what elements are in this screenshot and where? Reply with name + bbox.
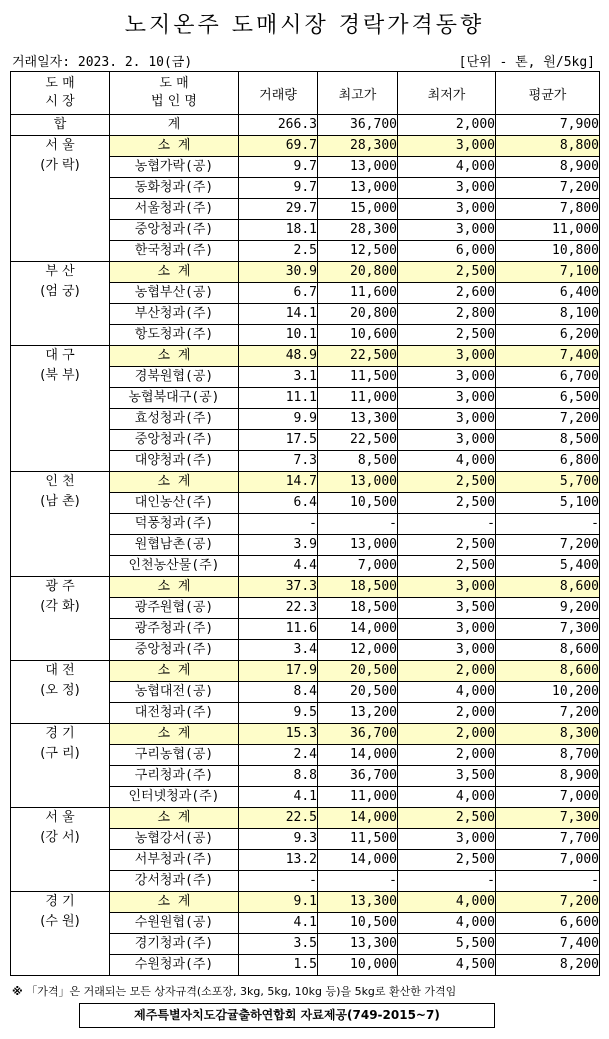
corp-name: 소 계 <box>110 346 239 367</box>
subtotal-row <box>11 136 600 157</box>
max-price-cell: 10,600 <box>318 325 398 346</box>
max-price-cell: 28,300 <box>318 220 398 241</box>
min-price-cell: 3,000 <box>398 388 496 409</box>
max-price-cell: 13,000 <box>318 157 398 178</box>
min-price-cell: 2,500 <box>398 262 496 283</box>
max-price-cell: 20,800 <box>318 304 398 325</box>
avg-price-cell: 8,600 <box>496 661 600 682</box>
subtotal-row <box>11 262 600 283</box>
avg-price-cell: 9,200 <box>496 598 600 619</box>
subtotal-row <box>11 724 600 745</box>
min-price-cell: 3,000 <box>398 577 496 598</box>
max-price-cell: - <box>318 514 398 535</box>
corp-name: 구리농협(공) <box>110 745 239 766</box>
region-market: (북 부) <box>40 368 80 383</box>
min-price-cell: 2,800 <box>398 304 496 325</box>
volume-cell: 11.6 <box>239 619 318 640</box>
avg-price-cell: 6,200 <box>496 325 600 346</box>
region-cell <box>11 808 110 892</box>
volume-cell: 4.4 <box>239 556 318 577</box>
region-name: 인 천 <box>45 474 75 489</box>
corp-name: 농협대전(공) <box>110 682 239 703</box>
volume-cell: 3.5 <box>239 934 318 955</box>
max-price-cell: 36,700 <box>318 724 398 745</box>
min-price-cell: 2,000 <box>398 661 496 682</box>
region-name: 경 기 <box>45 726 75 741</box>
max-price-cell: 18,500 <box>318 598 398 619</box>
region-cell <box>11 472 110 577</box>
max-price-cell: 8,500 <box>318 451 398 472</box>
avg-price-cell: 7,200 <box>496 535 600 556</box>
volume-cell: 4.1 <box>239 787 318 808</box>
footnote <box>12 983 456 999</box>
avg-price-cell: 10,200 <box>496 682 600 703</box>
corp-name: 소 계 <box>110 661 239 682</box>
min-price-cell: - <box>398 514 496 535</box>
volume-cell: 2.4 <box>239 745 318 766</box>
max-price-cell: 13,300 <box>318 892 398 913</box>
corp-name: 경북원협(공) <box>110 367 239 388</box>
header-min: 최저가 <box>398 72 496 115</box>
avg-price-cell: 7,800 <box>496 199 600 220</box>
max-price-cell: 22,500 <box>318 346 398 367</box>
avg-price-cell: - <box>496 514 600 535</box>
volume-cell: - <box>239 514 318 535</box>
min-price-cell: 4,000 <box>398 787 496 808</box>
max-price-cell: 14,000 <box>318 850 398 871</box>
corp-name: 부산청과(주) <box>110 304 239 325</box>
volume-cell: 22.5 <box>239 808 318 829</box>
min-price-cell: 4,500 <box>398 955 496 976</box>
corp-name: 중앙청과(주) <box>110 640 239 661</box>
avg-price-cell: 8,700 <box>496 745 600 766</box>
min-price-cell: 3,000 <box>398 829 496 850</box>
min-price-cell: 2,600 <box>398 283 496 304</box>
header-row <box>11 72 600 115</box>
volume-cell: 4.1 <box>239 913 318 934</box>
region-market: (엄 궁) <box>40 284 80 299</box>
corp-name: 인천농산물(주) <box>110 556 239 577</box>
avg-price-cell: 7,100 <box>496 262 600 283</box>
min-price-cell: 2,500 <box>398 556 496 577</box>
corp-name: 소 계 <box>110 724 239 745</box>
region-market: (구 리) <box>40 746 80 761</box>
avg-price-cell: 6,700 <box>496 367 600 388</box>
max-price-cell: 13,000 <box>318 535 398 556</box>
volume-cell: 9.5 <box>239 703 318 724</box>
avg-price-cell: 5,700 <box>496 472 600 493</box>
min-price-cell: 2,500 <box>398 808 496 829</box>
region-name: 부 산 <box>45 264 75 279</box>
max-price-cell: 20,500 <box>318 661 398 682</box>
region-name: 경 기 <box>45 894 75 909</box>
volume-cell: 17.5 <box>239 430 318 451</box>
min-price-cell: 3,000 <box>398 199 496 220</box>
avg-price-cell: 7,000 <box>496 850 600 871</box>
volume-cell: 17.9 <box>239 661 318 682</box>
corp-name: 서울청과(주) <box>110 199 239 220</box>
avg-price-cell: 7,200 <box>496 178 600 199</box>
corp-name: 소 계 <box>110 262 239 283</box>
volume-cell: 14.1 <box>239 304 318 325</box>
avg-price-cell: 7,000 <box>496 787 600 808</box>
volume-cell: 69.7 <box>239 136 318 157</box>
min-price-cell: 3,500 <box>398 766 496 787</box>
corp-name: 대인농산(주) <box>110 493 239 514</box>
min-price-cell: 3,000 <box>398 220 496 241</box>
max-price-cell: 14,000 <box>318 808 398 829</box>
max-price-cell: 12,000 <box>318 640 398 661</box>
avg-price-cell: 8,500 <box>496 430 600 451</box>
corp-name: 광주원협(공) <box>110 598 239 619</box>
volume-cell: 22.3 <box>239 598 318 619</box>
max-price-cell: 10,500 <box>318 493 398 514</box>
subtotal-row <box>11 346 600 367</box>
max-price-cell: 13,200 <box>318 703 398 724</box>
corp-name: 서부청과(주) <box>110 850 239 871</box>
region-name: 대 전 <box>45 663 75 678</box>
min-price-cell: 2,000 <box>398 745 496 766</box>
region-name: 광 주 <box>45 579 75 594</box>
avg-price-cell: 5,400 <box>496 556 600 577</box>
min-price-cell: 2,500 <box>398 493 496 514</box>
corp-name: 소 계 <box>110 136 239 157</box>
volume-cell: 1.5 <box>239 955 318 976</box>
avg-price-cell: 6,800 <box>496 451 600 472</box>
min-price-cell: 6,000 <box>398 241 496 262</box>
corp-name: 농협부산(공) <box>110 283 239 304</box>
volume-cell: 14.7 <box>239 472 318 493</box>
avg-price-cell: 8,200 <box>496 955 600 976</box>
volume-cell: 3.1 <box>239 367 318 388</box>
min-price-cell: 3,000 <box>398 178 496 199</box>
region-market: (강 서) <box>40 830 80 845</box>
min-price-cell: 3,500 <box>398 598 496 619</box>
volume-cell: 9.7 <box>239 157 318 178</box>
corp-name: 항도청과(주) <box>110 325 239 346</box>
unit-label: [단위 - 톤, 원/5kg] <box>458 55 595 70</box>
max-price-cell: 20,800 <box>318 262 398 283</box>
max-price-cell: 13,000 <box>318 178 398 199</box>
avg-price-cell: 7,400 <box>496 346 600 367</box>
total-label-2: 계 <box>110 115 239 136</box>
corp-name: 수원청과(주) <box>110 955 239 976</box>
volume-cell: 18.1 <box>239 220 318 241</box>
volume-cell: 3.4 <box>239 640 318 661</box>
corp-name: 중앙청과(주) <box>110 430 239 451</box>
corp-name: 구리청과(주) <box>110 766 239 787</box>
region-market: (가 락) <box>40 158 80 173</box>
avg-price-cell: 5,100 <box>496 493 600 514</box>
volume-cell: 6.4 <box>239 493 318 514</box>
note-mark: ※ <box>12 985 23 998</box>
avg-price-cell: 6,500 <box>496 388 600 409</box>
corp-name: 소 계 <box>110 808 239 829</box>
max-price-cell: 28,300 <box>318 136 398 157</box>
source-box: 제주특별자치도감귤출하연합회 자료제공(749-2015~7) <box>79 1003 495 1028</box>
avg-price-cell: 10,800 <box>496 241 600 262</box>
max-price-cell: - <box>318 871 398 892</box>
corp-name: 농협강서(공) <box>110 829 239 850</box>
max-price-cell: 11,500 <box>318 367 398 388</box>
page-title: 노지온주 도매시장 경락가격동향 <box>124 13 485 38</box>
subtotal-row <box>11 892 600 913</box>
max-price-cell: 7,000 <box>318 556 398 577</box>
max-price-cell: 11,600 <box>318 283 398 304</box>
min-price-cell: 2,500 <box>398 535 496 556</box>
avg-price-cell: 7,300 <box>496 808 600 829</box>
min-price-cell: 3,000 <box>398 136 496 157</box>
region-cell <box>11 892 110 976</box>
volume-cell: 8.8 <box>239 766 318 787</box>
min-price-cell: - <box>398 871 496 892</box>
corp-name: 원협남촌(공) <box>110 535 239 556</box>
volume-cell: 9.9 <box>239 409 318 430</box>
subtotal-row <box>11 577 600 598</box>
volume-cell: 3.9 <box>239 535 318 556</box>
header-volume: 거래량 <box>239 72 318 115</box>
total-min: 2,000 <box>398 115 496 136</box>
max-price-cell: 11,000 <box>318 787 398 808</box>
avg-price-cell: 6,600 <box>496 913 600 934</box>
corp-name: 인터넷청과(주) <box>110 787 239 808</box>
min-price-cell: 3,000 <box>398 346 496 367</box>
grand-total-row <box>11 115 600 136</box>
max-price-cell: 14,000 <box>318 619 398 640</box>
max-price-cell: 36,700 <box>318 766 398 787</box>
volume-cell: 9.7 <box>239 178 318 199</box>
min-price-cell: 2,000 <box>398 703 496 724</box>
volume-cell: 8.4 <box>239 682 318 703</box>
avg-price-cell: 8,900 <box>496 157 600 178</box>
subtotal-row <box>11 472 600 493</box>
corp-name: 수원원협(공) <box>110 913 239 934</box>
volume-cell: 29.7 <box>239 199 318 220</box>
max-price-cell: 11,000 <box>318 388 398 409</box>
price-table <box>10 71 600 976</box>
region-cell <box>11 577 110 661</box>
corp-name: 농협가락(공) <box>110 157 239 178</box>
volume-cell: 9.1 <box>239 892 318 913</box>
corp-name: 덕풍청과(주) <box>110 514 239 535</box>
volume-cell: 15.3 <box>239 724 318 745</box>
total-avg: 7,900 <box>496 115 600 136</box>
corp-name: 농협북대구(공) <box>110 388 239 409</box>
max-price-cell: 13,300 <box>318 934 398 955</box>
corp-name: 대양청과(주) <box>110 451 239 472</box>
avg-price-cell: 8,600 <box>496 640 600 661</box>
avg-price-cell: 8,300 <box>496 724 600 745</box>
max-price-cell: 10,500 <box>318 913 398 934</box>
max-price-cell: 15,000 <box>318 199 398 220</box>
region-name: 대 구 <box>45 348 75 363</box>
max-price-cell: 13,000 <box>318 472 398 493</box>
subtotal-row <box>11 661 600 682</box>
min-price-cell: 4,000 <box>398 157 496 178</box>
region-name: 서 울 <box>45 810 75 825</box>
corp-name: 대전청과(주) <box>110 703 239 724</box>
avg-price-cell: 7,200 <box>496 409 600 430</box>
max-price-cell: 10,000 <box>318 955 398 976</box>
min-price-cell: 4,000 <box>398 892 496 913</box>
avg-price-cell: 8,900 <box>496 766 600 787</box>
corp-name: 광주청과(주) <box>110 619 239 640</box>
volume-cell: 13.2 <box>239 850 318 871</box>
min-price-cell: 3,000 <box>398 409 496 430</box>
region-cell <box>11 724 110 808</box>
max-price-cell: 22,500 <box>318 430 398 451</box>
volume-cell: 2.5 <box>239 241 318 262</box>
volume-cell: 9.3 <box>239 829 318 850</box>
max-price-cell: 14,000 <box>318 745 398 766</box>
region-market: (각 화) <box>40 599 80 614</box>
max-price-cell: 13,300 <box>318 409 398 430</box>
avg-price-cell: 7,400 <box>496 934 600 955</box>
max-price-cell: 20,500 <box>318 682 398 703</box>
min-price-cell: 3,000 <box>398 640 496 661</box>
region-cell <box>11 346 110 472</box>
min-price-cell: 2,500 <box>398 325 496 346</box>
min-price-cell: 2,500 <box>398 850 496 871</box>
region-market: (수 원) <box>40 914 80 929</box>
volume-cell: 6.7 <box>239 283 318 304</box>
header-max: 최고가 <box>318 72 398 115</box>
avg-price-cell: 6,400 <box>496 283 600 304</box>
region-name: 서 울 <box>45 138 75 153</box>
min-price-cell: 4,000 <box>398 913 496 934</box>
avg-price-cell: 7,200 <box>496 892 600 913</box>
volume-cell: 37.3 <box>239 577 318 598</box>
min-price-cell: 4,000 <box>398 682 496 703</box>
min-price-cell: 2,000 <box>398 724 496 745</box>
subtotal-row <box>11 808 600 829</box>
corp-name: 소 계 <box>110 892 239 913</box>
avg-price-cell: - <box>496 871 600 892</box>
region-cell <box>11 661 110 724</box>
min-price-cell: 2,500 <box>398 472 496 493</box>
volume-cell: 10.1 <box>239 325 318 346</box>
min-price-cell: 4,000 <box>398 451 496 472</box>
corp-name: 경기청과(주) <box>110 934 239 955</box>
total-volume: 266.3 <box>239 115 318 136</box>
min-price-cell: 5,500 <box>398 934 496 955</box>
region-cell <box>11 136 110 262</box>
region-cell <box>11 262 110 346</box>
volume-cell: 48.9 <box>239 346 318 367</box>
corp-name: 소 계 <box>110 577 239 598</box>
note-text: 「가격」은 거래되는 모든 상자규격(소포장, 3kg, 5kg, 10kg 등)을 5kg로 환산한 가격임 <box>26 985 457 998</box>
volume-cell: 7.3 <box>239 451 318 472</box>
min-price-cell: 3,000 <box>398 367 496 388</box>
avg-price-cell: 7,700 <box>496 829 600 850</box>
corp-name: 소 계 <box>110 472 239 493</box>
corp-name: 강서청과(주) <box>110 871 239 892</box>
volume-cell: 30.9 <box>239 262 318 283</box>
total-max: 36,700 <box>318 115 398 136</box>
corp-name: 한국청과(주) <box>110 241 239 262</box>
avg-price-cell: 8,100 <box>496 304 600 325</box>
min-price-cell: 3,000 <box>398 430 496 451</box>
max-price-cell: 12,500 <box>318 241 398 262</box>
volume-cell: 11.1 <box>239 388 318 409</box>
corp-name: 중앙청과(주) <box>110 220 239 241</box>
avg-price-cell: 8,800 <box>496 136 600 157</box>
region-market: (오 정) <box>40 683 80 698</box>
region-market: (남 촌) <box>40 494 80 509</box>
trade-date: 거래일자: 2023. 2. 10(금) <box>12 55 193 70</box>
avg-price-cell: 11,000 <box>496 220 600 241</box>
avg-price-cell: 7,300 <box>496 619 600 640</box>
avg-price-cell: 7,200 <box>496 703 600 724</box>
volume-cell: - <box>239 871 318 892</box>
max-price-cell: 11,500 <box>318 829 398 850</box>
header-corp: 도 매 법 인 명 <box>110 72 239 115</box>
corp-name: 동화청과(주) <box>110 178 239 199</box>
avg-price-cell: 8,600 <box>496 577 600 598</box>
header-market: 도 매 시 장 <box>11 72 110 115</box>
max-price-cell: 18,500 <box>318 577 398 598</box>
header-avg: 평균가 <box>496 72 600 115</box>
min-price-cell: 3,000 <box>398 619 496 640</box>
total-label-1: 합 <box>11 115 110 136</box>
corp-name: 효성청과(주) <box>110 409 239 430</box>
